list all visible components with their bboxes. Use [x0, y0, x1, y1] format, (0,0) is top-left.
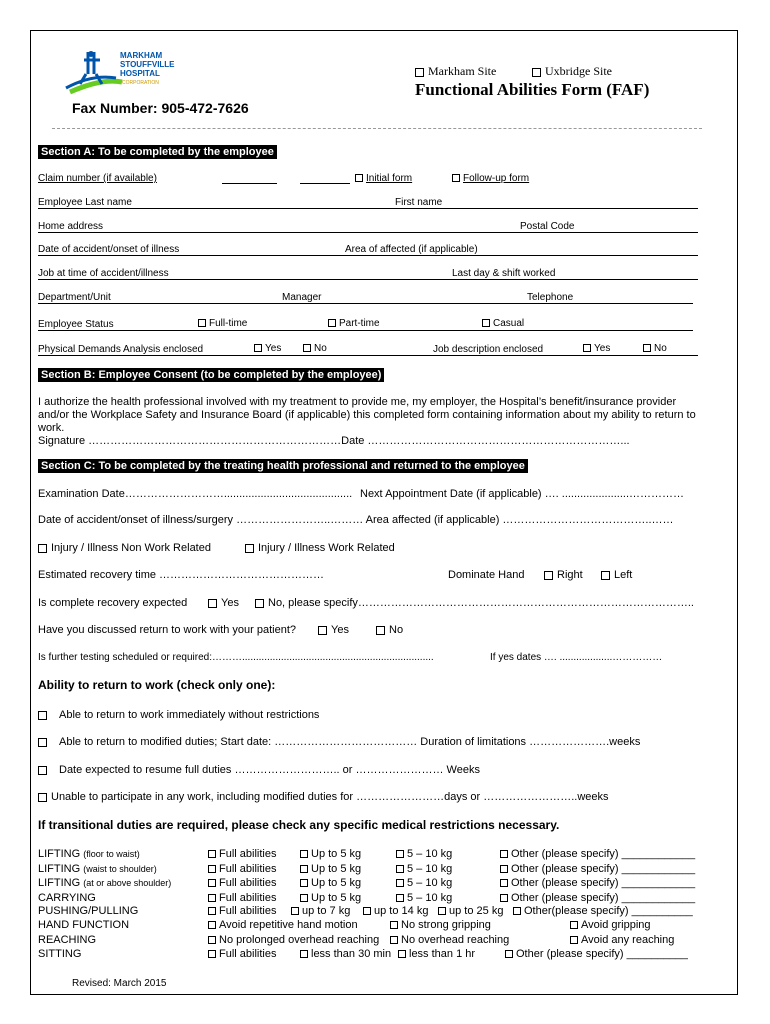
- checkbox-icon[interactable]: [300, 865, 308, 873]
- restriction-sub-text: (floor to waist): [83, 849, 140, 859]
- injury-non-work-option[interactable]: Injury / Illness Non Work Related: [38, 542, 211, 554]
- checkbox-icon[interactable]: [390, 921, 398, 929]
- reaching-label: REACHING: [38, 934, 97, 946]
- restriction-option-text: 5 – 10 kg: [407, 877, 453, 889]
- restriction-option[interactable]: [300, 892, 361, 904]
- restriction-row-label: [38, 877, 171, 889]
- form-title: Functional Abilities Form (FAF): [415, 80, 650, 99]
- ability-option-1[interactable]: Able to return to work immediately without restrictions: [38, 709, 319, 721]
- checkbox-icon[interactable]: [38, 544, 47, 553]
- revised-date: Revised: March 2015: [72, 978, 167, 989]
- restriction-option-text: Full abilities: [219, 862, 277, 875]
- sitting-label: SITTING: [38, 948, 82, 960]
- checkbox-icon[interactable]: [208, 599, 217, 608]
- restriction-row-label: [38, 863, 157, 875]
- claim-field-2[interactable]: [300, 183, 350, 184]
- recovery-no-option[interactable]: No, please specify………………………………………………………………………………..: [255, 597, 694, 609]
- sit-opt-3[interactable]: less than 1 hr: [398, 948, 475, 960]
- restriction-option-text: Full abilities: [219, 848, 277, 860]
- checkbox-icon[interactable]: [300, 894, 308, 902]
- restriction-option[interactable]: [208, 863, 276, 875]
- pda-line: [38, 355, 698, 356]
- restriction-option[interactable]: [300, 848, 361, 860]
- logo-line4: CORPORATION: [122, 80, 159, 86]
- first-name-label: First name: [395, 197, 443, 208]
- consent-line-1: I authorize the health professional involved with my treatment to provide me, my employer, the Hospital’s benefit/insurance provider: [38, 396, 677, 408]
- checkbox-icon[interactable]: [355, 174, 363, 182]
- area-affected-label: Area of affected (if applicable): [345, 244, 478, 255]
- checkbox-icon[interactable]: [208, 850, 216, 858]
- restrictions-heading: If transitional duties are required, please check any specific medical restrictions necessary.: [38, 818, 560, 832]
- hand-opt-1[interactable]: Avoid repetitive hand motion: [208, 919, 358, 931]
- last-name-field[interactable]: [38, 208, 698, 209]
- checkbox-icon[interactable]: [583, 344, 591, 352]
- restriction-option-text: Other (please specify) ____________: [511, 848, 696, 860]
- checkbox-icon[interactable]: [438, 907, 446, 915]
- date-accident-field[interactable]: [38, 255, 698, 256]
- logo-line1: MARKHAM: [120, 51, 163, 60]
- checkbox-icon[interactable]: [363, 907, 371, 915]
- site-markham[interactable]: Markham Site: [415, 64, 496, 79]
- checkbox-icon[interactable]: [500, 850, 508, 858]
- exam-date-field[interactable]: Examination Date………………………..........................................: [38, 488, 353, 500]
- checkbox-icon[interactable]: [532, 68, 541, 77]
- restriction-option-text: Other (please specify) ____________: [511, 891, 696, 904]
- hand-opt-2[interactable]: No strong gripping: [390, 919, 491, 931]
- home-address-label: Home address: [38, 221, 104, 232]
- signature-line[interactable]: Signature ……………………………………………………………Date ……………………………………………………………...: [38, 435, 630, 447]
- restriction-option[interactable]: [300, 863, 361, 875]
- sit-opt-4[interactable]: Other (please specify) __________: [505, 948, 688, 960]
- jd-no-option[interactable]: No: [643, 343, 667, 354]
- restriction-option-text: 5 – 10 kg: [407, 862, 453, 875]
- job-desc-label: Job description enclosed: [433, 344, 544, 355]
- checkbox-icon[interactable]: [513, 907, 521, 915]
- claim-number-label: Claim number (if available): [38, 173, 157, 184]
- consent-line-2: and/or the Workplace Safety and Insurance Board (if applicable) this completed form containing information about my ability to return to: [38, 409, 696, 421]
- pda-yes-option[interactable]: Yes: [254, 343, 281, 354]
- hand-function-label: HAND FUNCTION: [38, 919, 130, 931]
- checkbox-icon[interactable]: [500, 879, 508, 887]
- restriction-option-text: Up to 5 kg: [311, 862, 362, 875]
- section-c-title: Section C: To be completed by the treating health professional and returned to the employee: [38, 459, 528, 473]
- reach-opt-3[interactable]: Avoid any reaching: [570, 934, 674, 946]
- checkbox-icon[interactable]: [208, 936, 216, 944]
- restriction-option-text: Up to 5 kg: [311, 877, 362, 889]
- checkbox-icon[interactable]: [396, 894, 404, 902]
- discussed-rtw-label: Have you discussed return to work with your patient?: [38, 624, 297, 636]
- checkbox-icon[interactable]: [208, 950, 216, 958]
- restriction-option-text: Full abilities: [219, 877, 277, 889]
- restriction-label-text: LIFTING: [38, 877, 81, 889]
- ability-option-3[interactable]: Date expected to resume full duties ……………………….. or …………………… Weeks: [38, 764, 480, 776]
- restriction-option[interactable]: [300, 877, 361, 889]
- restriction-label-text: LIFTING: [38, 862, 81, 875]
- department-label: Department/Unit: [38, 292, 111, 303]
- pushing-opt-other[interactable]: Other(please specify) __________: [513, 905, 693, 917]
- checkbox-icon[interactable]: [300, 879, 308, 887]
- checkbox-icon[interactable]: [208, 921, 216, 929]
- checkbox-icon[interactable]: [208, 894, 216, 902]
- ability-heading: Ability to return to work (check only one):: [38, 678, 276, 692]
- checkbox-icon[interactable]: [643, 344, 651, 352]
- restriction-option[interactable]: [500, 848, 695, 860]
- checkbox-icon[interactable]: [328, 319, 336, 327]
- hand-opt-3[interactable]: Avoid gripping: [570, 919, 651, 931]
- hospital-logo: [62, 48, 202, 98]
- restriction-option-text: Full abilities: [219, 891, 277, 904]
- recovery-yes-option[interactable]: Yes: [208, 597, 239, 609]
- restriction-option[interactable]: [500, 892, 695, 904]
- employee-status-line: [38, 330, 693, 331]
- checkbox-icon[interactable]: [198, 319, 206, 327]
- checkbox-icon[interactable]: [500, 894, 508, 902]
- restriction-option-text: Other (please specify) ____________: [511, 877, 696, 889]
- telephone-label: Telephone: [527, 292, 574, 303]
- ability-option-4[interactable]: Unable to participate in any work, including modified duties for ……………………days or ……………………..weeks: [38, 791, 609, 803]
- checkbox-icon[interactable]: [318, 626, 327, 635]
- pushing-label: PUSHING/PULLING: [38, 905, 139, 917]
- logo-line3: HOSPITAL: [120, 69, 160, 78]
- job-at-time-field[interactable]: [38, 279, 698, 280]
- restriction-sub-text: (waist to shoulder): [83, 863, 157, 874]
- restriction-option[interactable]: [396, 863, 452, 875]
- discussed-yes-option[interactable]: Yes: [318, 624, 349, 636]
- checkbox-icon[interactable]: [38, 793, 47, 802]
- restriction-option-text: 5 – 10 kg: [407, 848, 453, 860]
- checkbox-icon[interactable]: [300, 850, 308, 858]
- checkbox-icon[interactable]: [482, 319, 490, 327]
- claim-field-1[interactable]: [222, 183, 277, 184]
- checkbox-icon[interactable]: [570, 921, 578, 929]
- full-time-option[interactable]: Full-time: [198, 318, 247, 329]
- checkbox-icon[interactable]: [396, 865, 404, 873]
- logo-line2: STOUFFVILLE: [120, 60, 175, 69]
- restriction-option-text: Up to 5 kg: [311, 891, 362, 904]
- pushing-opt-25kg[interactable]: up to 25 kg: [438, 905, 503, 917]
- checkbox-icon[interactable]: [376, 626, 385, 635]
- ability-option-2[interactable]: Able to return to modified duties; Start date: ………………………………… Duration of limitations ………………….weeks: [38, 736, 640, 748]
- checkbox-icon[interactable]: [208, 879, 216, 887]
- restriction-option[interactable]: [208, 877, 276, 889]
- checkbox-icon[interactable]: [291, 907, 299, 915]
- next-appt-field[interactable]: Next Appointment Date (if applicable) …. ......................……………: [360, 488, 685, 500]
- checkbox-icon[interactable]: [505, 950, 513, 958]
- postal-code-label: Postal Code: [520, 221, 575, 232]
- checkbox-icon[interactable]: [396, 850, 404, 858]
- injury-work-option[interactable]: Injury / Illness Work Related: [245, 542, 395, 554]
- checkbox-icon[interactable]: [415, 68, 424, 77]
- restriction-label-text: LIFTING: [38, 848, 81, 860]
- pushing-opt-full[interactable]: Full abilities: [208, 905, 276, 917]
- checkbox-icon[interactable]: [390, 936, 398, 944]
- checkbox-icon[interactable]: [300, 950, 308, 958]
- section-a-title: Section A: To be completed by the employee: [38, 145, 277, 159]
- checkbox-icon[interactable]: [38, 738, 47, 747]
- reach-opt-1[interactable]: No prolonged overhead reaching: [208, 934, 379, 946]
- restriction-option[interactable]: [500, 877, 695, 889]
- discussed-no-option[interactable]: No: [376, 624, 403, 636]
- date-onset-field[interactable]: Date of accident/onset of illness/surgery ……………………..……… Area affected (if applicable) …………………………………..……: [38, 514, 674, 526]
- jd-yes-option[interactable]: Yes: [583, 343, 610, 354]
- checkbox-icon[interactable]: [38, 766, 47, 775]
- right-hand-option[interactable]: Right: [544, 569, 583, 581]
- restriction-option-text: 5 – 10 kg: [407, 891, 453, 904]
- pushing-opt-7kg[interactable]: up to 7 kg: [291, 905, 350, 917]
- reach-opt-2[interactable]: No overhead reaching: [390, 934, 509, 946]
- site-uxbridge[interactable]: Uxbridge Site: [532, 64, 612, 79]
- sit-opt-2[interactable]: less than 30 min: [300, 948, 391, 960]
- checkbox-icon[interactable]: [601, 571, 610, 580]
- complete-recovery-label: Is complete recovery expected: [38, 597, 188, 609]
- checkbox-icon[interactable]: [255, 599, 264, 608]
- header-divider: [52, 128, 702, 129]
- initial-form-option[interactable]: Initial form: [355, 173, 412, 184]
- consent-line-3: work.: [38, 422, 65, 434]
- restriction-option[interactable]: [208, 892, 276, 904]
- employee-status-label: Employee Status: [38, 319, 114, 330]
- section-b-title: Section B: Employee Consent (to be completed by the employee): [38, 368, 384, 382]
- casual-option[interactable]: Casual: [482, 318, 524, 329]
- checkbox-icon[interactable]: [38, 711, 47, 720]
- department-field[interactable]: [38, 303, 693, 304]
- last-day-label: Last day & shift worked: [452, 268, 556, 279]
- checkbox-icon[interactable]: [544, 571, 553, 580]
- checkbox-icon[interactable]: [208, 907, 216, 915]
- checkbox-icon[interactable]: [303, 344, 311, 352]
- if-yes-dates-field[interactable]: If yes dates …. ...................……………: [490, 652, 663, 663]
- further-testing-field[interactable]: Is further testing scheduled or required:……….....................................................................: [38, 652, 434, 663]
- pda-enclosed-label: Physical Demands Analysis enclosed: [38, 344, 204, 355]
- checkbox-icon[interactable]: [452, 174, 460, 182]
- checkbox-icon[interactable]: [254, 344, 262, 352]
- restriction-option[interactable]: [396, 892, 452, 904]
- fax-number: Fax Number: 905-472-7626: [72, 100, 249, 116]
- restriction-option-text: Other (please specify) ____________: [511, 862, 696, 875]
- restriction-sub-text: (at or above shoulder): [83, 878, 172, 888]
- restriction-option[interactable]: [208, 848, 276, 860]
- left-hand-option[interactable]: Left: [601, 569, 632, 581]
- dominate-hand-label: Dominate Hand: [448, 569, 525, 581]
- checkbox-icon[interactable]: [245, 544, 254, 553]
- last-name-label: Employee Last name: [38, 197, 132, 208]
- sit-opt-1[interactable]: Full abilities: [208, 948, 276, 960]
- restriction-row-label: [38, 892, 96, 904]
- restriction-row-label: [38, 848, 140, 860]
- part-time-option[interactable]: Part-time: [328, 318, 380, 329]
- checkbox-icon[interactable]: [396, 879, 404, 887]
- checkbox-icon[interactable]: [398, 950, 406, 958]
- restriction-option-text: Up to 5 kg: [311, 848, 362, 860]
- restriction-option[interactable]: [396, 877, 452, 889]
- checkbox-icon[interactable]: [500, 865, 508, 873]
- followup-form-option[interactable]: Follow-up form: [452, 173, 529, 184]
- pda-no-option[interactable]: No: [303, 343, 327, 354]
- checkbox-icon[interactable]: [208, 865, 216, 873]
- checkbox-icon[interactable]: [570, 936, 578, 944]
- manager-label: Manager: [282, 292, 322, 303]
- home-address-field[interactable]: [38, 232, 698, 233]
- restriction-option[interactable]: [396, 848, 452, 860]
- pushing-opt-14kg[interactable]: up to 14 kg: [363, 905, 428, 917]
- restriction-option[interactable]: [500, 863, 695, 875]
- date-accident-label: Date of accident/onset of illness: [38, 244, 180, 255]
- job-at-time-label: Job at time of accident/illness: [38, 268, 169, 279]
- restriction-label-text: CARRYING: [38, 891, 96, 904]
- est-recovery-field[interactable]: Estimated recovery time ………………………………………: [38, 569, 325, 581]
